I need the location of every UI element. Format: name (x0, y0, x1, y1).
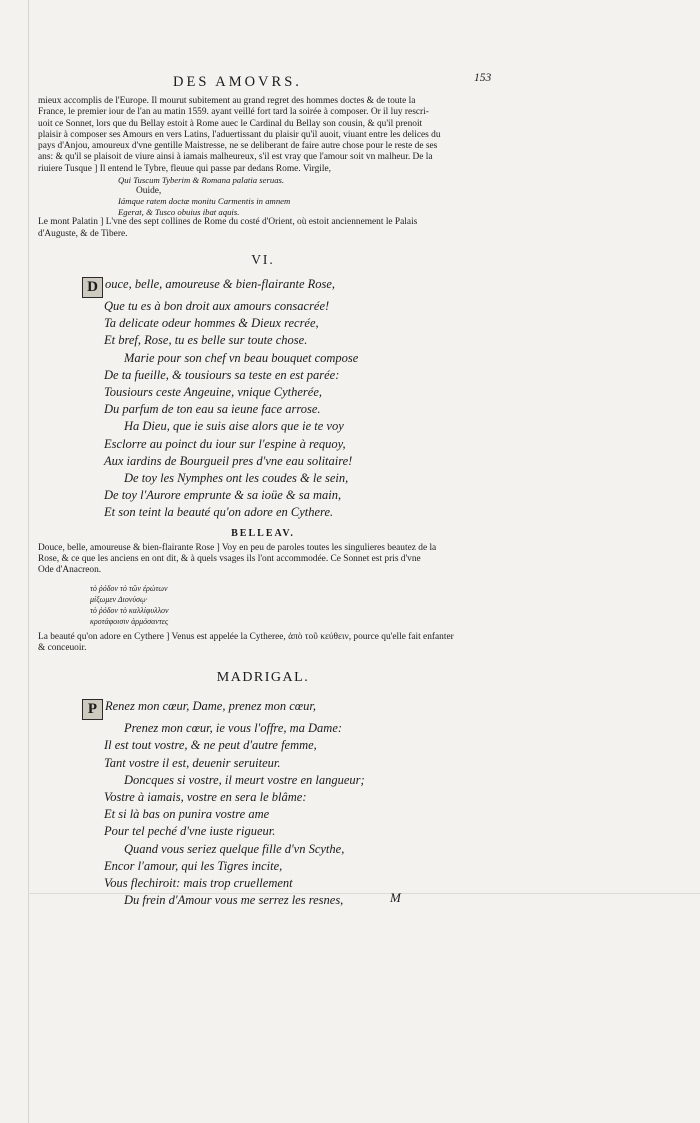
verse-line: Aux iardins de Bourgueil pres d'vne eau solitaire! (104, 453, 353, 468)
page-number: 153 (474, 72, 492, 84)
latin-citations (38, 175, 488, 217)
greek-line: τὸ ῥόδον τὸ τῶν ἐρώτων (90, 583, 168, 593)
greek-line: κροτάφοισιν ἁρμόσαντες (90, 616, 169, 626)
commentary-line: & conceuoir. (38, 642, 87, 653)
verse-line: Tant vostre il est, deuenir seruiteur. (104, 755, 281, 770)
verse-line: Que tu es à bon droit aux amours consacrée! (104, 299, 330, 314)
verse-line: Vostre à iamais, vostre en sera le blâme: (104, 789, 307, 804)
commentary-line: La beauté qu'on adore en Cythere ] Venus est appelée la Cytheree, ἀπὸ τοῦ κεύθειν, pource qu'elle fait enfanter (38, 631, 454, 642)
verse-line: Du parfum de ton eau sa ieune face arrose. (104, 402, 321, 417)
commentary-line: mieux accomplis de l'Europe. Il mourut subitement au grand regret des hommes doctes & de toute la (38, 96, 416, 106)
running-head (38, 70, 492, 96)
commentary-line: riuiere Tusque ] Il entend le Tybre, fleuue qui passe par dedans Rome. Virgile, (38, 163, 331, 174)
verse-line: De ta fueille, & tousiours sa teste en est parée: (104, 367, 340, 382)
dropcap-p: P (82, 699, 103, 720)
commentary-line: Douce, belle, amoureuse & bien-flairante Rose ] Voy en peu de paroles toutes les singulieres beautez de la (38, 542, 437, 553)
sonnet-heading: VI. (251, 252, 275, 268)
verse-line: Marie pour son chef vn beau bouquet compose (124, 350, 359, 365)
commentary-line: uoit ce Sonnet, lors que du Bellay estoit à Rome auec le Cardinal du Bellay son cousin, & qu'il prenoit (38, 118, 423, 129)
greek-quotation (38, 583, 488, 627)
citation-line: Qui Tuscum Tyberim & Romana palatia seruas. (118, 175, 285, 186)
commentary-line: d'Auguste, & de Tibere. (38, 228, 128, 239)
verse-line: Il est tout vostre, & ne peut d'autre femme, (104, 738, 317, 753)
palatin-note (38, 217, 488, 240)
verse-line: Prenez mon cœur, ie vous l'offre, ma Dame: (124, 721, 343, 736)
madrigal-poem (38, 698, 488, 909)
citation-author: Ouide, (136, 185, 162, 196)
greek-line: μίξωμεν Διονύσῳ· (90, 594, 148, 604)
commentary-intro (38, 96, 488, 175)
dropcap-d: D (82, 277, 103, 298)
verse-line: Pour tel peché d'vne iuste rigueur. (104, 824, 276, 839)
greek-line: τὸ ῥόδον τὸ καλλίφυλλον (90, 605, 169, 615)
commentary-line: plaisir à composer ses Amours en vers Latins, l'aduertissant du plaisir qu'il auoit, viuant entre les delices du (38, 129, 441, 140)
citation-line: Egerat, & Tusco obuius ibat aquis. (118, 206, 240, 217)
verse-line: Tousiours ceste Angeuine, vnique Cytherée, (104, 385, 323, 400)
commentary-line: Rose, & ce que les anciens en ont dit, & à quels vsages ils l'ont accommodée. Ce Sonnet est pris d'vne (38, 553, 421, 564)
cythere-note (38, 632, 488, 655)
verse-line: Du frein d'Amour vous me serrez les resnes, (124, 893, 344, 908)
madrigal-heading: MADRIGAL. (216, 670, 310, 686)
verse-line: Vous flechiroit: mais trop cruellement (104, 876, 293, 890)
verse-line: Doncques si vostre, il meurt vostre en langueur; (124, 772, 365, 787)
commentary-line: Ode d'Anacreon. (38, 565, 102, 576)
verse-line: Et son teint la beauté qu'on adore en Cythere. (104, 505, 334, 520)
verse-line: Encor l'amour, qui les Tigres incite, (104, 858, 283, 873)
signature-mark: M (390, 890, 401, 905)
page-edge-left (28, 0, 29, 1123)
verse-line: Ta delicate odeur hommes & Dieux recrée, (104, 316, 319, 331)
commentary-line: Le mont Palatin ] L'vne des sept collines de Rome du costé d'Orient, où estoit anciennement le Palais (38, 217, 418, 228)
belleau-commentary (38, 543, 488, 577)
commentary-line: ans: & qu'il se plaisoit de viure ainsi à iamais malheureux, s'il est vray que l'amour soit vn malheur. De la (38, 152, 433, 163)
running-head-title: DES AMOVRS. (173, 74, 302, 90)
commentary-line: France, le premier iour de l'an au matin 1559. ayant veillé fort tard la soirée à composer. Or il luy rescri- (38, 107, 429, 118)
book-page (38, 70, 492, 909)
verse-line: Ha Dieu, que ie suis aise alors que ie te voy (124, 419, 344, 434)
commentary-line: pays d'Anjou, amoureux d'vne gentille Maistresse, ne se deliberant de faire autre chose pour le reste de ses (38, 141, 438, 152)
verse-line: Esclorre au poinct du iour sur l'espine à requoy, (104, 436, 346, 451)
citation-line: Iámque ratem doctæ monitu Carmentis in amnem (118, 196, 291, 207)
verse-line: P Renez mon cœur, Dame, prenez mon cœur, (104, 698, 488, 720)
sonnet-vi (38, 276, 488, 522)
belleau-heading: BELLEAV. (231, 527, 295, 539)
verse-line: D ouce, belle, amoureuse & bien-flairante Rose, (104, 276, 488, 298)
verse-line: Et bref, Rose, tu es belle sur toute chose. (104, 333, 308, 348)
verse-line: De toy l'Aurore emprunte & sa ioüe & sa main, (104, 488, 342, 503)
verse-line: De toy les Nymphes ont les coudes & le sein, (124, 471, 349, 486)
verse-line: Et si là bas on punira vostre ame (104, 807, 270, 822)
verse-line: Quand vous seriez quelque fille d'vn Scythe, (124, 841, 345, 856)
